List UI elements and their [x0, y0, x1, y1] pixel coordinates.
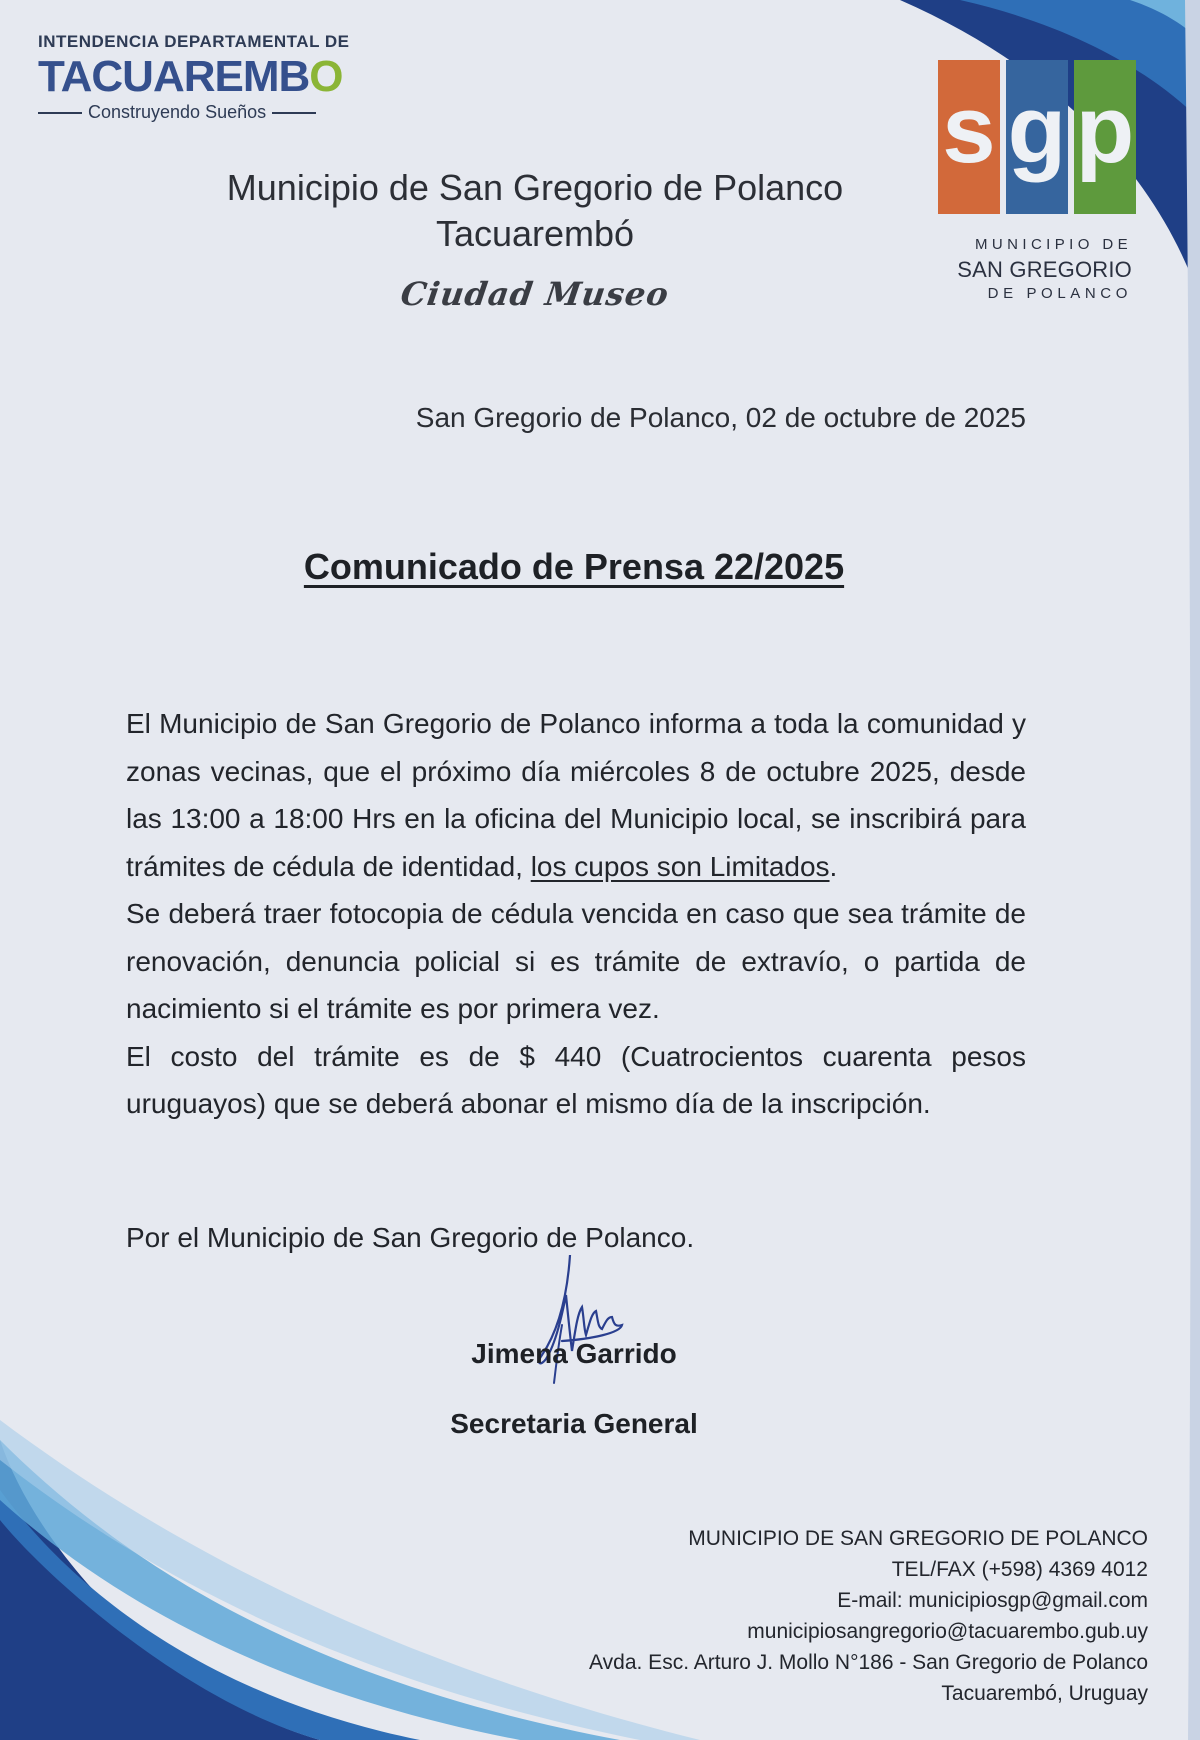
- sgp-caption-line3: DE POLANCO: [987, 285, 1132, 302]
- footer-email-1: E-mail: municipiosgp@gmail.com: [837, 1589, 1148, 1612]
- closing-line: Por el Municipio de San Gregorio de Polanco.: [126, 1222, 695, 1253]
- tacuarembo-logo-top-line: INTENDENCIA DEPARTAMENTAL DE: [38, 32, 350, 51]
- sgp-letter-g: g: [1007, 76, 1067, 183]
- sgp-logo: [936, 52, 1136, 302]
- footer-address: Avda. Esc. Arturo J. Mollo N°186 - San Gregorio de Polanco: [589, 1651, 1148, 1674]
- sgp-letter-s: s: [942, 76, 996, 183]
- letterhead: [150, 165, 920, 313]
- footer-city: Tacuarembó, Uruguay: [941, 1682, 1148, 1705]
- body-paragraph-1-end: .: [829, 850, 838, 882]
- document-date: San Gregorio de Polanco, 02 de octubre de 2025: [415, 402, 1026, 433]
- tacuarembo-logo-name-main: TACUAREMB: [38, 52, 310, 101]
- body-paragraph-3: El costo del trámite es de $ 440 (Cuatrocientos cuarenta pesos uruguayos) que se deberá abonar el mismo día de la inscripción.: [126, 1040, 1026, 1119]
- sgp-logo-blocks: [936, 52, 1136, 214]
- sgp-caption-line2: SAN GREGORIO: [957, 257, 1132, 282]
- slogan-left-rule: [38, 112, 82, 114]
- tacuarembo-logo-name: [38, 52, 378, 102]
- letterhead-municipality: Municipio de San Gregorio de Polanco: [226, 167, 844, 208]
- body-paragraph-1: [126, 700, 1026, 890]
- letterhead-tagline: Ciudad Museo: [398, 275, 672, 313]
- footer-email-2: municipiosangregorio@tacuarembo.gub.uy: [747, 1620, 1148, 1643]
- footer-phone: TEL/FAX (+598) 4369 4012: [891, 1558, 1148, 1581]
- tacuarembo-logo-name-accent: O: [309, 52, 343, 101]
- sgp-logo-caption: [936, 236, 1132, 302]
- slogan-right-rule: [272, 112, 316, 114]
- signer-name: Jimena Garrido: [471, 1338, 677, 1369]
- sgp-caption-line1: MUNICIPIO DE: [975, 236, 1132, 253]
- document-title: Comunicado de Prensa 22/2025: [303, 546, 845, 587]
- tacuarembo-logo-slogan: [38, 102, 378, 123]
- document-body: [126, 700, 1026, 1128]
- footer-institution: MUNICIPIO DE SAN GREGORIO DE POLANCO: [688, 1527, 1148, 1550]
- body-paragraph-1-text: El Municipio de San Gregorio de Polanco informa a toda la comunidad y zonas vecinas, que el próximo día miércoles 8 de octubre 2025, desde las 13:00 a 18:00 Hrs en la oficina del Municipio local, se inscribirá para trámites de cédula de identidad,: [126, 708, 1026, 882]
- signer-role: Secretaria General: [450, 1408, 698, 1439]
- contact-footer: [589, 1523, 1148, 1709]
- limited-slots-notice: los cupos son Limitados: [530, 850, 830, 882]
- slogan-text: Construyendo Sueños: [88, 102, 267, 122]
- body-paragraph-2: Se deberá traer fotocopia de cédula vencida en caso que sea trámite de renovación, denuncia policial si es trámite de extravío, o partida de nacimiento si el trámite es por primera vez.: [126, 898, 1026, 1024]
- letterhead-department: Tacuarembó: [435, 213, 635, 254]
- tacuarembo-logo: [38, 32, 378, 123]
- sgp-letter-p: p: [1075, 76, 1135, 183]
